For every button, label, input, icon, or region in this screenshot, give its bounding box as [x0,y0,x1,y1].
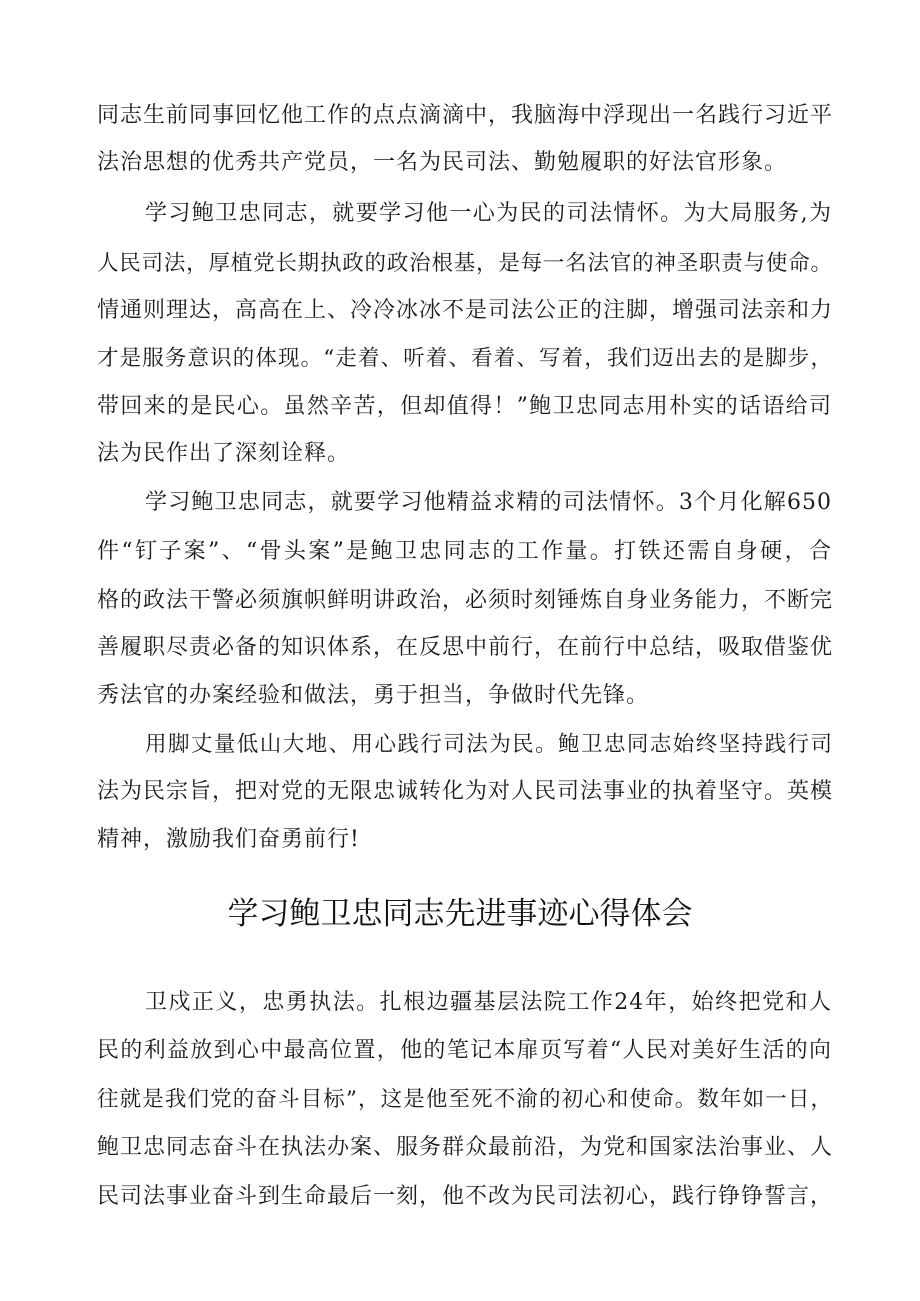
paragraph-3-line-5: 秀法官的办案经验和做法，勇于担当，争做时代先锋。 [97,683,650,708]
paragraph-3-line-3: 格的政法干警必须旗帜鲜明讲政治，必须时刻锤炼自身业务能力，不断完 [97,588,834,613]
paragraph-3-line-2: 件“钉子案”、“骨头案”是鲍卫忠同志的工作量。打铁还需自身硬，合 [97,539,832,564]
section-heading: 学习鲍卫忠同志先进事迹心得体会 [227,896,693,932]
paragraph-5-line-4: 鲍卫忠同志奋斗在执法办案、服务群众最前沿，为党和国家法治事业、人 [97,1135,834,1160]
paragraph-4-line-1: 用脚丈量低山大地、用心践行司法为民。鲍卫忠同志始终坚持践行司 [145,732,832,757]
paragraph-1-line-1: 同志生前同事回忆他工作的点点滴滴中，我脑海中浮现出一名践行习近平 [97,103,834,128]
paragraph-3-line-4: 善履职尽责必备的知识体系，在反思中前行，在前行中总结，吸取借鉴优 [97,635,834,660]
paragraph-5-line-3: 往就是我们党的奋斗目标”，这是他至死不渝的初心和使命。数年如一日， [97,1087,832,1112]
paragraph-5-line-1: 卫戍正义，忠勇执法。扎根边疆基层法院工作24年，始终把党和人 [145,990,832,1015]
paragraph-1-line-2: 法治思想的优秀共产党员，一名为民司法、勤勉履职的好法官形象。 [97,150,788,175]
paragraph-2-line-4: 才是服务意识的体现。“走着、听着、看着、写着，我们迈出去的是脚步， [97,346,832,371]
paragraph-3-line-1: 学习鲍卫忠同志，就要学习他精益求精的司法情怀。3个月化解650 [145,490,832,515]
paragraph-5-line-2: 民的利益放到心中最高位置，他的笔记本扉页写着“人民对美好生活的向 [97,1038,832,1063]
paragraph-2-line-1: 学习鲍卫忠同志，就要学习他一心为民的司法情怀。为大局服务,为 [145,201,832,226]
paragraph-2-line-2: 人民司法，厚植党长期执政的政治根基，是每一名法官的神圣职责与使命。 [97,251,832,276]
paragraph-4-line-2: 法为民宗旨，把对党的无限忠诚转化为对人民司法事业的执着坚守。英模 [97,779,834,804]
paragraph-4-line-3: 精神，激励我们奋勇前行! [97,827,360,852]
paragraph-2-line-6: 法为民作出了深刻诠释。 [97,441,351,466]
paragraph-2-line-5: 带回来的是民心。虽然辛苦，但却值得！”鲍卫忠同志用朴实的话语给司 [97,394,832,419]
paragraph-5-line-5: 民司法事业奋斗到生命最后一刻，他不改为民司法初心，践行铮铮誓言， [97,1184,834,1209]
paragraph-2-line-3: 情通则理达，高高在上、冷冷冰冰不是司法公正的注脚，增强司法亲和力 [97,298,834,323]
